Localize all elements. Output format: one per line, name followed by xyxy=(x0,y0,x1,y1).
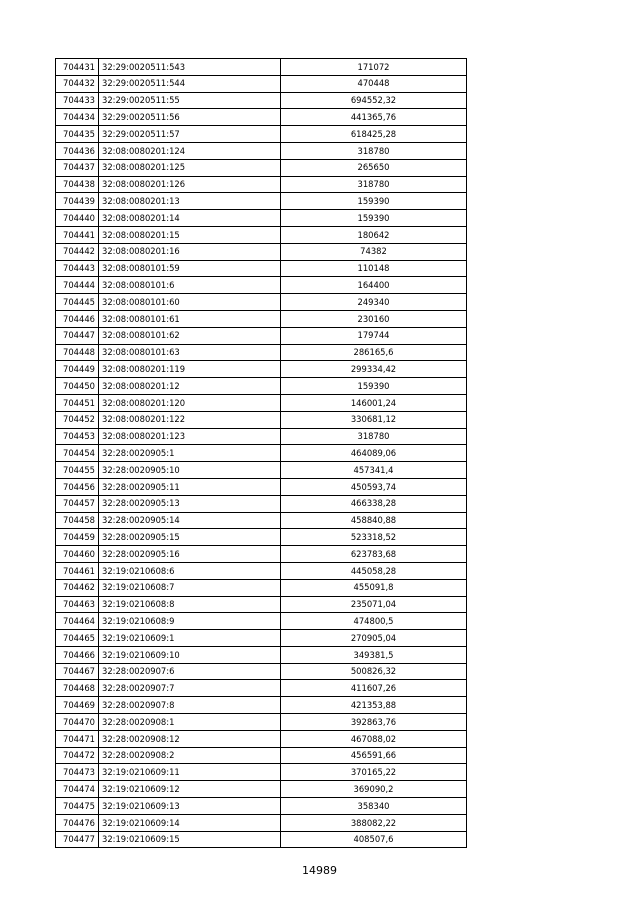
value-cell: 694552,32 xyxy=(281,92,467,109)
cadastral-number-cell: 32:28:0020907:6 xyxy=(99,663,281,680)
cadastral-number-cell: 32:08:0080101:59 xyxy=(99,260,281,277)
cadastral-number-cell: 32:08:0080101:62 xyxy=(99,327,281,344)
cadastral-number-cell: 32:08:0080101:6 xyxy=(99,277,281,294)
cadastral-number-cell: 32:08:0080101:60 xyxy=(99,294,281,311)
table-row xyxy=(56,747,467,764)
cadastral-number-cell: 32:19:0210608:7 xyxy=(99,579,281,596)
row-id-cell: 704432 xyxy=(56,75,99,92)
value-cell: 358340 xyxy=(281,798,467,815)
table-row xyxy=(56,495,467,512)
value-cell: 159390 xyxy=(281,193,467,210)
table-row xyxy=(56,294,467,311)
value-cell: 159390 xyxy=(281,210,467,227)
cadastral-number-cell: 32:08:0080201:15 xyxy=(99,226,281,243)
value-cell: 270905,04 xyxy=(281,630,467,647)
value-cell: 470448 xyxy=(281,75,467,92)
row-id-cell: 704445 xyxy=(56,294,99,311)
table-row xyxy=(56,596,467,613)
cadastral-number-cell: 32:08:0080101:61 xyxy=(99,310,281,327)
table-row xyxy=(56,730,467,747)
value-cell: 299334,42 xyxy=(281,361,467,378)
cadastral-number-cell: 32:19:0210609:15 xyxy=(99,831,281,848)
row-id-cell: 704469 xyxy=(56,697,99,714)
table-row xyxy=(56,59,467,76)
table-row xyxy=(56,562,467,579)
table-row xyxy=(56,260,467,277)
row-id-cell: 704454 xyxy=(56,445,99,462)
cadastral-number-cell: 32:08:0080201:13 xyxy=(99,193,281,210)
table-row xyxy=(56,529,467,546)
cadastral-number-cell: 32:28:0020905:16 xyxy=(99,546,281,563)
cadastral-number-cell: 32:19:0210609:10 xyxy=(99,646,281,663)
row-id-cell: 704464 xyxy=(56,613,99,630)
row-id-cell: 704465 xyxy=(56,630,99,647)
cadastral-number-cell: 32:28:0020905:10 xyxy=(99,462,281,479)
value-cell: 164400 xyxy=(281,277,467,294)
row-id-cell: 704476 xyxy=(56,814,99,831)
row-id-cell: 704437 xyxy=(56,159,99,176)
cadastral-number-cell: 32:08:0080101:63 xyxy=(99,344,281,361)
value-cell: 330681,12 xyxy=(281,411,467,428)
cadastral-number-cell: 32:19:0210609:13 xyxy=(99,798,281,815)
table-row xyxy=(56,478,467,495)
row-id-cell: 704436 xyxy=(56,142,99,159)
value-cell: 445058,28 xyxy=(281,562,467,579)
table-row xyxy=(56,579,467,596)
table-row xyxy=(56,142,467,159)
value-cell: 623783,68 xyxy=(281,546,467,563)
cadastral-number-cell: 32:29:0020511:543 xyxy=(99,59,281,76)
cadastral-number-cell: 32:19:0210609:12 xyxy=(99,781,281,798)
row-id-cell: 704474 xyxy=(56,781,99,798)
table-body xyxy=(56,59,467,848)
cadastral-number-cell: 32:28:0020905:14 xyxy=(99,512,281,529)
cadastral-number-cell: 32:08:0080201:125 xyxy=(99,159,281,176)
table-row xyxy=(56,92,467,109)
table-row xyxy=(56,546,467,563)
value-cell: 146001,24 xyxy=(281,394,467,411)
row-id-cell: 704466 xyxy=(56,646,99,663)
table-row xyxy=(56,411,467,428)
row-id-cell: 704433 xyxy=(56,92,99,109)
value-cell: 230160 xyxy=(281,310,467,327)
row-id-cell: 704440 xyxy=(56,210,99,227)
cadastral-number-cell: 32:08:0080201:120 xyxy=(99,394,281,411)
value-cell: 318780 xyxy=(281,142,467,159)
cadastral-number-cell: 32:19:0210608:8 xyxy=(99,596,281,613)
row-id-cell: 704455 xyxy=(56,462,99,479)
value-cell: 466338,28 xyxy=(281,495,467,512)
value-cell: 286165,6 xyxy=(281,344,467,361)
value-cell: 235071,04 xyxy=(281,596,467,613)
table-row xyxy=(56,75,467,92)
cadastral-number-cell: 32:29:0020511:56 xyxy=(99,109,281,126)
table-row xyxy=(56,310,467,327)
table-row xyxy=(56,243,467,260)
cadastral-number-cell: 32:08:0080201:122 xyxy=(99,411,281,428)
table-row xyxy=(56,210,467,227)
row-id-cell: 704449 xyxy=(56,361,99,378)
value-cell: 458840,88 xyxy=(281,512,467,529)
table-row xyxy=(56,277,467,294)
row-id-cell: 704462 xyxy=(56,579,99,596)
value-cell: 464089,06 xyxy=(281,445,467,462)
table-row xyxy=(56,394,467,411)
row-id-cell: 704441 xyxy=(56,226,99,243)
row-id-cell: 704443 xyxy=(56,260,99,277)
cadastral-number-cell: 32:19:0210608:6 xyxy=(99,562,281,579)
value-cell: 618425,28 xyxy=(281,126,467,143)
cadastral-number-cell: 32:29:0020511:55 xyxy=(99,92,281,109)
value-cell: 500826,32 xyxy=(281,663,467,680)
row-id-cell: 704447 xyxy=(56,327,99,344)
table-row xyxy=(56,814,467,831)
row-id-cell: 704471 xyxy=(56,730,99,747)
cadastral-number-cell: 32:28:0020908:2 xyxy=(99,747,281,764)
value-cell: 421353,88 xyxy=(281,697,467,714)
row-id-cell: 704475 xyxy=(56,798,99,815)
page-number: 14989 xyxy=(302,864,337,877)
value-cell: 388082,22 xyxy=(281,814,467,831)
row-id-cell: 704463 xyxy=(56,596,99,613)
value-cell: 318780 xyxy=(281,176,467,193)
cadastral-number-cell: 32:19:0210609:11 xyxy=(99,764,281,781)
row-id-cell: 704434 xyxy=(56,109,99,126)
table-row xyxy=(56,798,467,815)
table-row xyxy=(56,176,467,193)
cadastral-number-cell: 32:28:0020905:1 xyxy=(99,445,281,462)
row-id-cell: 704442 xyxy=(56,243,99,260)
table-row xyxy=(56,193,467,210)
value-cell: 457341,4 xyxy=(281,462,467,479)
cadastral-number-cell: 32:19:0210609:1 xyxy=(99,630,281,647)
value-cell: 369090,2 xyxy=(281,781,467,798)
cadastral-number-cell: 32:28:0020908:12 xyxy=(99,730,281,747)
table-row xyxy=(56,159,467,176)
value-cell: 370165,22 xyxy=(281,764,467,781)
row-id-cell: 704448 xyxy=(56,344,99,361)
value-cell: 392863,76 xyxy=(281,714,467,731)
row-id-cell: 704470 xyxy=(56,714,99,731)
cadastral-number-cell: 32:19:0210608:9 xyxy=(99,613,281,630)
value-cell: 180642 xyxy=(281,226,467,243)
row-id-cell: 704477 xyxy=(56,831,99,848)
cadastral-number-cell: 32:29:0020511:57 xyxy=(99,126,281,143)
row-id-cell: 704451 xyxy=(56,394,99,411)
value-cell: 74382 xyxy=(281,243,467,260)
table-row xyxy=(56,378,467,395)
row-id-cell: 704450 xyxy=(56,378,99,395)
cadastral-number-cell: 32:28:0020907:8 xyxy=(99,697,281,714)
row-id-cell: 704473 xyxy=(56,764,99,781)
cadastral-number-cell: 32:08:0080201:16 xyxy=(99,243,281,260)
row-id-cell: 704435 xyxy=(56,126,99,143)
value-cell: 411607,26 xyxy=(281,680,467,697)
table-row xyxy=(56,630,467,647)
table-row xyxy=(56,327,467,344)
value-cell: 467088,02 xyxy=(281,730,467,747)
table-row xyxy=(56,714,467,731)
table-row xyxy=(56,109,467,126)
cadastral-value-table xyxy=(55,58,467,848)
row-id-cell: 704460 xyxy=(56,546,99,563)
cadastral-number-cell: 32:08:0080201:12 xyxy=(99,378,281,395)
value-cell: 318780 xyxy=(281,428,467,445)
row-id-cell: 704439 xyxy=(56,193,99,210)
table-row xyxy=(56,646,467,663)
row-id-cell: 704457 xyxy=(56,495,99,512)
row-id-cell: 704458 xyxy=(56,512,99,529)
cadastral-number-cell: 32:08:0080201:124 xyxy=(99,142,281,159)
table-row xyxy=(56,764,467,781)
value-cell: 179744 xyxy=(281,327,467,344)
cadastral-number-cell: 32:28:0020905:15 xyxy=(99,529,281,546)
row-id-cell: 704446 xyxy=(56,310,99,327)
row-id-cell: 704456 xyxy=(56,478,99,495)
cadastral-number-cell: 32:08:0080201:14 xyxy=(99,210,281,227)
row-id-cell: 704431 xyxy=(56,59,99,76)
cadastral-number-cell: 32:08:0080201:119 xyxy=(99,361,281,378)
value-cell: 249340 xyxy=(281,294,467,311)
value-cell: 171072 xyxy=(281,59,467,76)
row-id-cell: 704459 xyxy=(56,529,99,546)
row-id-cell: 704444 xyxy=(56,277,99,294)
value-cell: 523318,52 xyxy=(281,529,467,546)
cadastral-number-cell: 32:19:0210609:14 xyxy=(99,814,281,831)
value-cell: 456591,66 xyxy=(281,747,467,764)
table-row xyxy=(56,663,467,680)
table-row xyxy=(56,126,467,143)
cadastral-number-cell: 32:28:0020905:11 xyxy=(99,478,281,495)
table-row xyxy=(56,361,467,378)
cadastral-number-cell: 32:29:0020511:544 xyxy=(99,75,281,92)
table-row xyxy=(56,781,467,798)
row-id-cell: 704467 xyxy=(56,663,99,680)
value-cell: 159390 xyxy=(281,378,467,395)
value-cell: 110148 xyxy=(281,260,467,277)
row-id-cell: 704461 xyxy=(56,562,99,579)
value-cell: 474800,5 xyxy=(281,613,467,630)
cadastral-number-cell: 32:28:0020905:13 xyxy=(99,495,281,512)
table-row xyxy=(56,613,467,630)
table-row xyxy=(56,680,467,697)
value-cell: 441365,76 xyxy=(281,109,467,126)
table-row xyxy=(56,445,467,462)
table-row xyxy=(56,512,467,529)
value-cell: 455091,8 xyxy=(281,579,467,596)
table-row xyxy=(56,462,467,479)
value-cell: 450593,74 xyxy=(281,478,467,495)
value-cell: 408507,6 xyxy=(281,831,467,848)
table-row xyxy=(56,428,467,445)
table-row xyxy=(56,344,467,361)
row-id-cell: 704453 xyxy=(56,428,99,445)
table-row xyxy=(56,697,467,714)
value-cell: 265650 xyxy=(281,159,467,176)
cadastral-number-cell: 32:28:0020907:7 xyxy=(99,680,281,697)
cadastral-number-cell: 32:08:0080201:126 xyxy=(99,176,281,193)
table-row xyxy=(56,226,467,243)
value-cell: 349381,5 xyxy=(281,646,467,663)
cadastral-number-cell: 32:28:0020908:1 xyxy=(99,714,281,731)
row-id-cell: 704468 xyxy=(56,680,99,697)
row-id-cell: 704472 xyxy=(56,747,99,764)
table-row xyxy=(56,831,467,848)
row-id-cell: 704452 xyxy=(56,411,99,428)
row-id-cell: 704438 xyxy=(56,176,99,193)
cadastral-number-cell: 32:08:0080201:123 xyxy=(99,428,281,445)
